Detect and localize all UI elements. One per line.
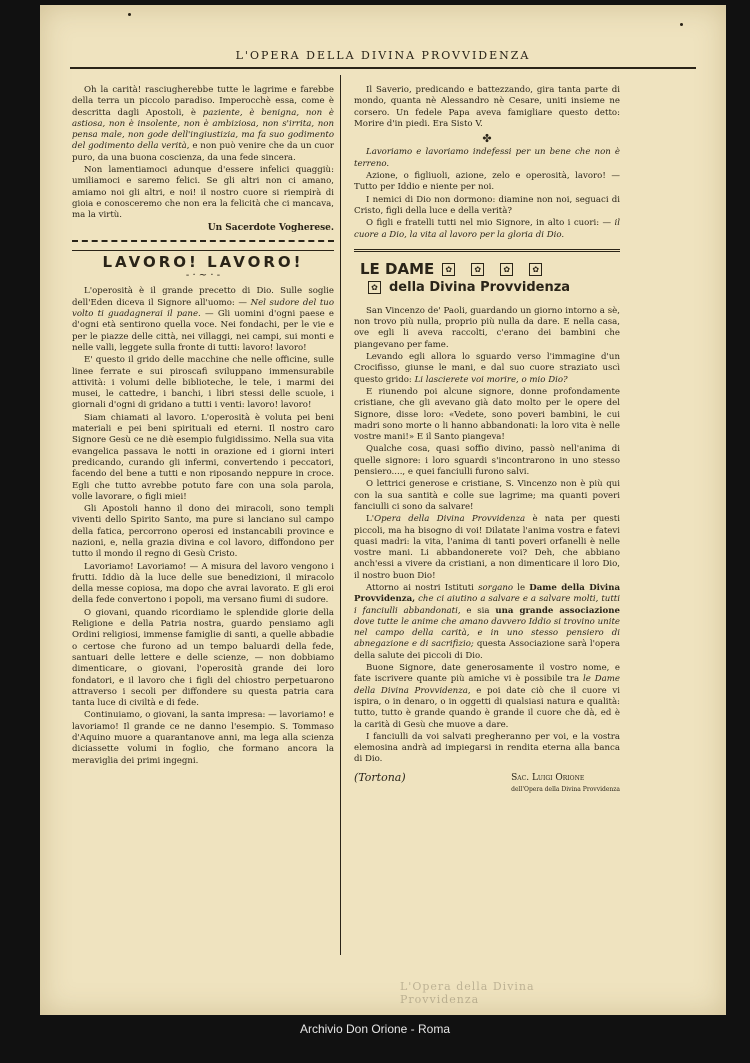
right-top-p5-text: O figli e fratelli tutti nel mio Signore, in alto i cuori: —	[366, 218, 612, 229]
left-column	[72, 85, 334, 768]
dame-p8-text: Buone Signore, date generosamente il vostro nome, e fate iscrivere quante più amiche vi è possibile tra	[354, 663, 620, 685]
ink-speck	[128, 13, 131, 16]
dame-paragraph-8	[354, 663, 620, 731]
signature-name-block	[511, 772, 620, 796]
lavoro-paragraph-6: O giovani, quando ricordiamo le splendide glorie della Religione e della Patria nostra, guardo pensiamo agli Ordini religiosi, immense famiglie di santi, a quelle abbadie o certose che furono ad un tempo baluardi della fede, santuari delle lettere e delle scienze, — non dobbiamo dimenticare, o giovani, l'operosità grande dei loro fondatori, e il lavoro che i figli del chiostro perpetuarono attraverso i secoli per diffondere su questa patria cara tanta luce di civiltà e di fede.	[72, 607, 334, 709]
dame-title-text: LE DAME	[360, 259, 435, 278]
dame-p7-quote-1: sorgano	[478, 582, 514, 593]
lavoro-p1-text: L'operosità è il grande precetto di Dio. Sulle soglie dell'Eden diceva il Signore all'uomo: —	[72, 286, 334, 308]
dame-p7-text: Attorno ai nostri Istituti	[366, 582, 474, 593]
dame-rule	[354, 249, 620, 256]
dame-p7-quote-3: dove tutte le anime che amano davvero Iddio si trovino unite nel campo della carità, e in uno stesso pensiero di abnegazione e di sacrifizio;	[354, 616, 620, 650]
dame-paragraph-5: O lettrici generose e cristiane, S. Vincenzo non è più qui con la sua santità e colle sue lagrime; ma quanti poveri fanciulli ci sono da salvare!	[354, 479, 620, 512]
ornament-square-icon: ✿	[529, 263, 542, 276]
archive-caption: Archivio Don Orione - Roma	[299, 1022, 451, 1036]
lavoro-paragraph-5: Lavoriamo! Lavoriamo! — A misura del lavoro vengono i frutti. Iddio dà la luce delle sue benedizioni, il miracolo della messe copiosa, ma dopo che avrai lavorato. E gli eroi della fede convertono i popoli, ma versano fiumi di sudore.	[72, 561, 334, 606]
signature-subtitle: dell'Opera della Divina Provvidenza	[511, 786, 620, 794]
ornament-square-icon: ✿	[442, 263, 455, 276]
dame-p6-quote: Opera della Divina Provvidenza	[374, 514, 526, 525]
dame-p8-text-end: , e poi date ciò che il cuore vi ispira, o in denaro, o in oggetti di qualsiasi natura e qualità: tutto, tutto è grande quando è grande il cuore che dà, ed è la carità di Gesù che muove a dare.	[354, 685, 620, 730]
header-rule	[70, 67, 696, 69]
headline-ornament: - · ~ · -	[185, 270, 221, 282]
dame-p7-text-d: questa Associazione sarà l'opera della salute dei piccoli di Dio.	[354, 639, 620, 661]
dame-subtitle	[360, 279, 620, 296]
ornament-square-icon: ✿	[368, 281, 381, 294]
ink-speck	[680, 23, 683, 26]
right-top-paragraph-4: I nemici di Dio non dormono: diamine non noi, seguaci di Cristo, figli della luce e della verità?	[354, 194, 620, 216]
right-top-paragraph-1: Il Saverio, predicando e battezzando, gira tanta parte di mondo, quanta nè Alessandro nè Cesare, uniti insieme ne corsero. Un fedele Papa aveva famigliare questo detto: Morire d'in piedi. Era Sisto V.	[354, 85, 620, 129]
dame-title	[360, 260, 620, 279]
dame-subtitle-text: della Divina Provvidenza	[389, 279, 571, 295]
dame-p7-bold-1: Dame della Divina Provvidenza,	[354, 582, 621, 605]
newspaper-page	[40, 5, 726, 1015]
lavoro-paragraph-2: E' questo il grido delle macchine che nelle officine, sulle linee ferrate e sui piroscafi sviluppano immensurabile attività: i volumi delle biblioteche, le tele, i marmi dei musei, le cattedre, i banchi, i libri stessi delle scuole, i giornali d'ogni di gridano a tutti i venti: lavoro! lavoro!	[72, 355, 334, 411]
lavoro-paragraph-3: Siam chiamati al lavoro. L'operosità è voluta pei beni materiali e pei beni spirituali ed eterni. Il nostro caro Signore Gesù ce ne diè esempio fulgidissimo. Nella sua vita evangelica passava le notti in orazione ed i giorni interi predicando, curando gli infermi, convertendo i peccatori, facendo del bene a tutti e non riposando neppure in croce. Egli che tutto avrebbe potuto fare con una sola parola, volle lavorare, o figli miei!	[72, 412, 334, 502]
lavoro-p1-text-end: — Gli uomini d'ogni paese e d'ogni età sentirono quella voce. Nei fondachi, per le vie e per le piazze delle città, nei villaggi, nei campi, sui monti e nelle valli, leggete sulla fronte di tutti: lavoro! lavoro!	[72, 309, 335, 353]
dame-p8-quote: le Dame della Divina Provvidenza	[354, 674, 620, 696]
intro-text-end: , e non può venire che da un cuor puro, da una buona coscienza, da una fede sincera.	[72, 141, 334, 163]
right-top-p5-quote: il cuore a Dio, la vita al lavoro per la gloria di Dio.	[354, 218, 621, 240]
dame-p2-quote: Li lascierete voi morire, o mio Dio?	[414, 374, 568, 385]
intro-signature: Un Sacerdote Vogherese.	[207, 222, 334, 233]
dame-paragraph-7	[354, 583, 620, 662]
dame-p7-quote-2: che ci aiutino a salvare e a salvare molti, tutti i fanciulli abbandonati,	[354, 594, 620, 616]
signature-block	[354, 772, 620, 796]
right-column	[354, 85, 620, 795]
dame-paragraph-6	[354, 514, 620, 582]
dame-p2-text: Levando egli allora lo sguardo verso l'immagine d'un Crocifisso, giunse le mani, e dal suo cuore straziato uscì questo grido:	[354, 352, 620, 385]
intro-quote: paziente, è benigna, non è astiosa, non è insolente, non è ambiziosa, non s'irrita, non pensa male, non gode dell'ingiustizia, ma fa suo godimento del godimento della verità	[72, 107, 334, 152]
dame-paragraph-4: Qualche cosa, quasi soffio divino, passò nell'anima di quelle signore: i loro sguardi s'incontrarono in uno stesso pensiero...., e quei fanciulli furono salvi.	[354, 444, 620, 478]
ornament-square-icon: ✿	[500, 263, 513, 276]
dame-section-header	[354, 249, 620, 296]
signature-name: Sac. Luigi Orione	[511, 772, 585, 783]
dame-paragraph-2	[354, 352, 620, 386]
dame-p6-text-end: è nata per questi piccoli, ma ha bisogno di voi! Dilatate l'anima vostra e fatevi quasi madri: la vita, l'anima di tanti poveri orfanelli è nelle vostre mani. Li abbandonerete voi? Deh, che abbiano anch'essi a vivere da cristiani, a non dimenticare il loro Dio, il nostro buon Dio!	[354, 514, 620, 581]
dame-p7-text-b: le	[517, 582, 526, 593]
dame-p7-text-c: e sia	[466, 605, 490, 616]
lavoro-paragraph-1	[72, 286, 334, 354]
dame-paragraph-3: E riunendo poi alcune signore, donne profondamente cristiane, che gli avevano già dato molto per le opere del Signore, disse loro: «Vedete, sono poveri bambini, le cui madri sono morte o li hanno abbandonati: la loro vita è nelle vostre mani!» E il Santo piangeva!	[354, 386, 620, 443]
dame-p6-text: L'	[366, 514, 375, 525]
intro-text: Oh la carità! rasciugherebbe tutte le lagrime e farebbe della terra un piccolo paradiso. Imperocchè essa, come è descritta dagli Apostoli, è	[72, 85, 334, 118]
dame-p7-bold-2: una grande associazione	[495, 605, 620, 616]
intro-paragraph	[72, 85, 334, 164]
dame-paragraph-9: I fanciulli da voi salvati pregheranno per voi, e la vostra elemosina andrà ad impiegarsi in rendita eterna alla banca di Dio.	[354, 731, 620, 765]
ornament-square-icon: ✿	[471, 263, 484, 276]
right-top-paragraph-3: Azione, o figliuoli, azione, zelo e operosità, lavoro! — Tutto per Iddio e niente per noi.	[354, 171, 620, 193]
dame-paragraph-1: San Vincenzo de' Paoli, guardando un giorno intorno a sè, non trovo più nulla, proprio più nulla da dare. E nella casa, ove egli li aveva raccolti, c'erano dei bambini che piangevano per fame.	[354, 305, 620, 350]
section-divider	[72, 240, 334, 251]
right-top-paragraph-2	[354, 147, 620, 170]
lavoro-paragraph-4: Gli Apostoli hanno il dono dei miracoli, sono templi viventi dello Spirito Santo, ma pure si lanciano sul campo della fatica, percorrono operosi ed instancabili province e nazioni, e, nella grazia divina e col lavoro, diffondono per tutto il mondo il regno di Gesù Cristo.	[72, 504, 334, 560]
intro-paragraph-2: Non lamentiamoci adunque d'essere infelici quaggiù: umiliamoci e saremo felici. Se gli altri non ci amano, amiamo noi gli altri, e noi! il nostro cuore si riempirà di gioia e conosceremo che non era la felicità che ci mancava, ma la virtù.	[72, 165, 334, 221]
lavoro-paragraph-7: Continuiamo, o giovani, la santa impresa: — lavoriamo! e lavoriamo! Il grande ce ne danno l'esempio. S. Tommaso d'Aquino muore a quarantanove anni, ma lega alla scienza diciassette volumi in foglio, che formano ancora la meraviglia dei primi ingegni.	[72, 710, 334, 766]
column-divider	[340, 75, 341, 955]
right-top-quote: Lavoriamo e lavoriamo indefessi per un bene che non è terreno.	[354, 147, 620, 169]
right-top-paragraph-5	[354, 218, 620, 241]
lavoro-p1-quote: Nel sudore del tuo volto ti guadagnerai il pane.	[72, 297, 334, 320]
flower-ornament-icon: ✤	[482, 132, 492, 146]
running-head: L'OPERA DELLA DIVINA PROVVIDENZA	[235, 49, 531, 62]
bleed-through-text: L'Opera della Divina Provvidenza	[400, 980, 535, 1006]
lavoro-headline: LAVORO! LAVORO!	[102, 252, 304, 271]
signature-place: (Tortona)	[354, 770, 406, 784]
